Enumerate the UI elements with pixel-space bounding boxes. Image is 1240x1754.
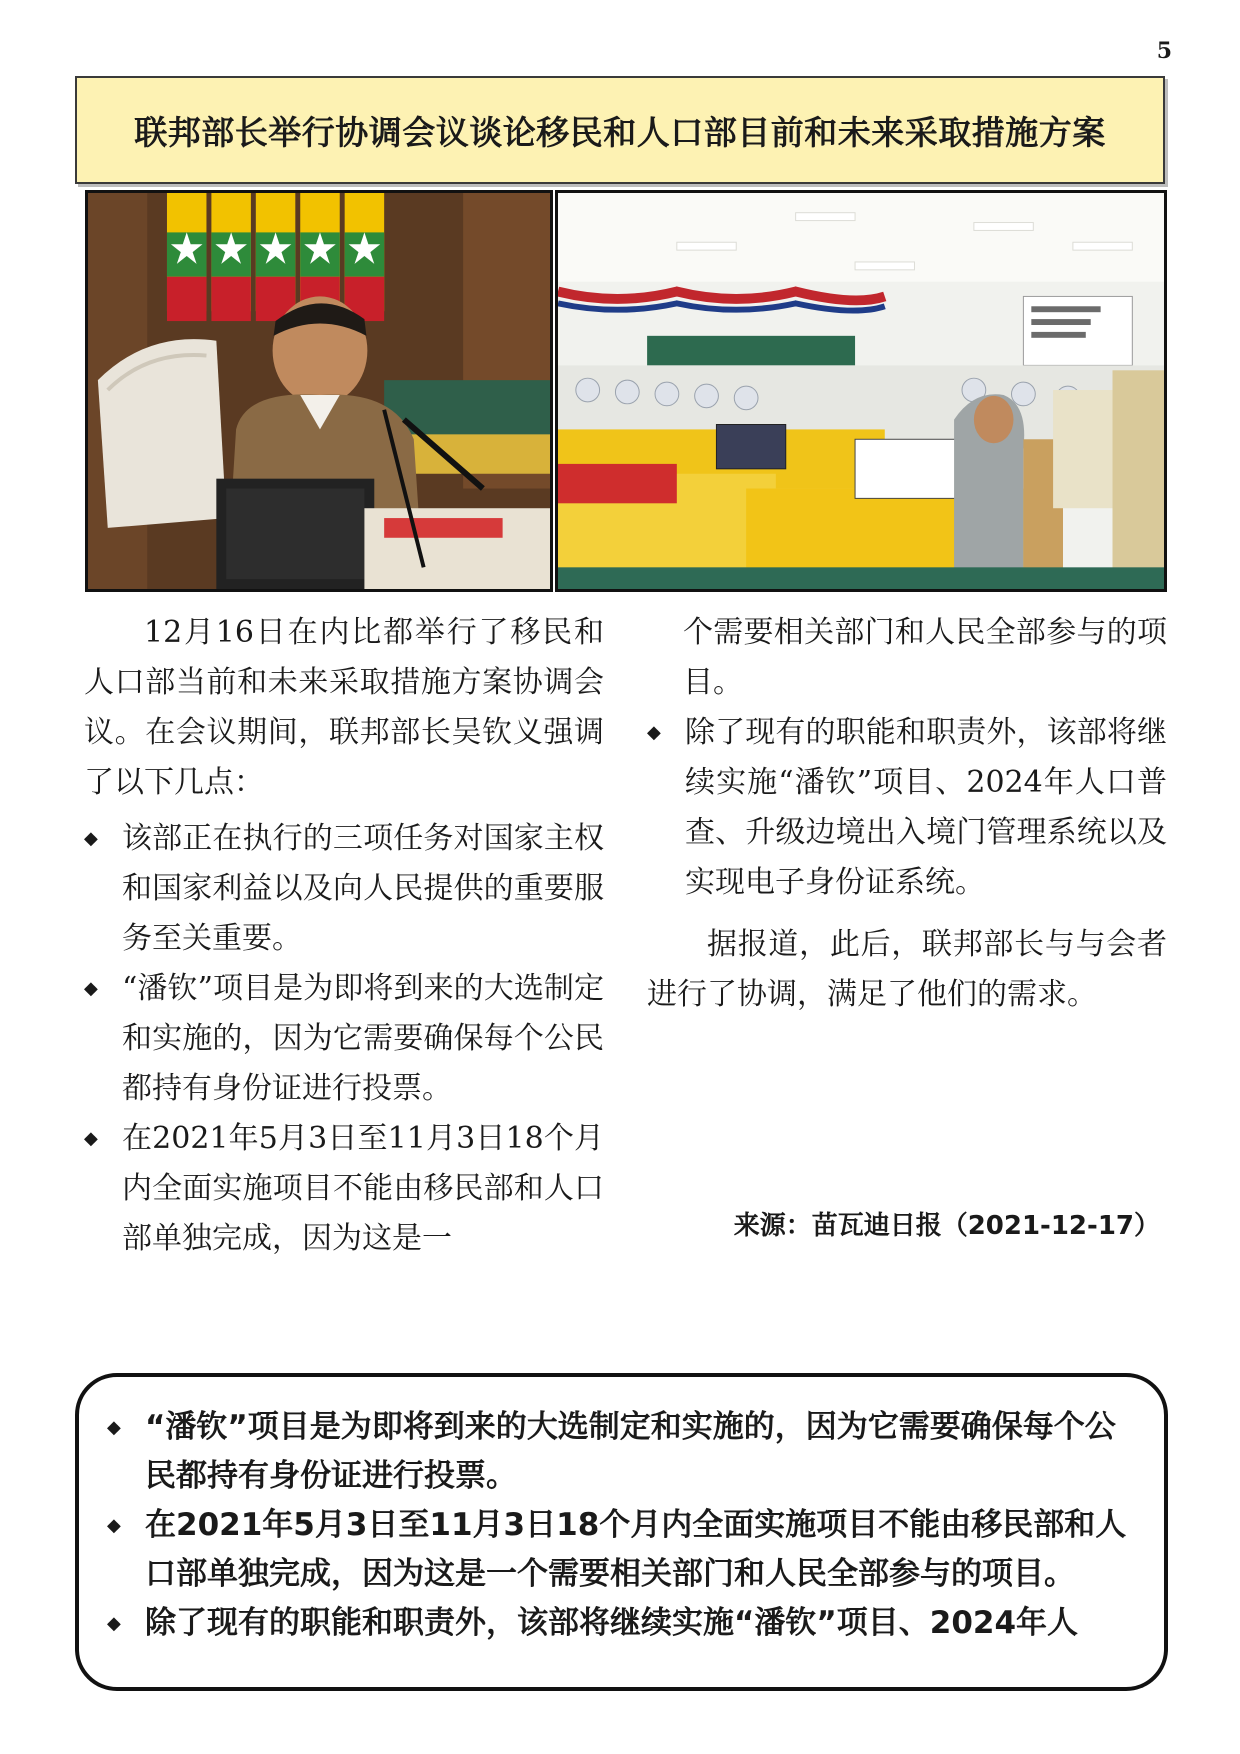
bullet-text: 在2021年5月3日至11月3日18个月内全面实施项目不能由移民部和人口部单独完成，因为这是一 <box>122 1121 604 1256</box>
flags-group <box>167 193 384 321</box>
bullet-text: 该部正在执行的三项任务对国家主权和国家利益以及向人民提供的重要服务至关重要。 <box>122 821 604 956</box>
list-item <box>84 814 604 964</box>
list-item <box>84 1114 604 1264</box>
diamond-bullet-icon: ◆ <box>84 828 98 849</box>
article-bullets-left <box>84 814 604 1264</box>
summary-item <box>105 1599 1142 1648</box>
diamond-bullet-icon: ◆ <box>107 1515 121 1536</box>
summary-text: 除了现有的职能和职责外，该部将继续实施“潘钦”项目、2024年人 <box>145 1605 1079 1641</box>
summary-item <box>105 1403 1142 1501</box>
summary-box <box>75 1373 1168 1691</box>
diamond-bullet-icon: ◆ <box>107 1417 121 1438</box>
summary-list <box>105 1403 1142 1648</box>
photo-meeting-room <box>555 190 1167 592</box>
list-item <box>647 708 1167 908</box>
article-source: 来源：苗瓦迪日报（2021-12-17） <box>733 1211 1160 1241</box>
diamond-bullet-icon: ◆ <box>84 1128 98 1149</box>
meeting-room-photo-illustration <box>558 193 1164 589</box>
article-closing: 据报道，此后，联邦部长与与会者进行了协调，满足了他们的需求。 <box>647 927 1167 1012</box>
article-title-banner <box>75 76 1165 184</box>
summary-text: “潘钦”项目是为即将到来的大选制定和实施的，因为它需要确保每个公民都持有身份证进行投票。 <box>145 1409 1116 1494</box>
bullet-text: “潘钦”项目是为即将到来的大选制定和实施的，因为它需要确保每个公民都持有身份证进行投票。 <box>122 971 604 1106</box>
photo-minister <box>85 190 553 592</box>
article-column-left <box>84 608 604 1264</box>
diamond-bullet-icon: ◆ <box>647 722 661 743</box>
summary-item <box>105 1501 1142 1599</box>
minister-photo-illustration <box>88 193 550 589</box>
list-item <box>84 964 604 1114</box>
article-title: 联邦部长举行协调会议谈论移民和人口部目前和未来采取措施方案 <box>134 112 1106 152</box>
article-bullets-right <box>647 708 1167 908</box>
summary-text: 在2021年5月3日至11月3日18个月内全面实施项目不能由移民部和人口部单独完成，因为这是一个需要相关部门和人民全部参与的项目。 <box>145 1507 1127 1592</box>
bullet-continuation: 个需要相关部门和人民全部参与的项目。 <box>683 615 1167 700</box>
article-column-right <box>647 608 1167 1020</box>
diamond-bullet-icon: ◆ <box>107 1613 121 1634</box>
article-intro: 12月16日在内比都举行了移民和人口部当前和未来采取措施方案协调会议。在会议期间，联邦部长吴钦义强调了以下几点： <box>84 615 604 800</box>
diamond-bullet-icon: ◆ <box>84 978 98 999</box>
page-number: 5 <box>1156 38 1172 64</box>
bullet-text: 除了现有的职能和职责外，该部将继续实施“潘钦”项目、2024年人口普查、升级边境出入境门管理系统以及实现电子身份证系统。 <box>685 715 1167 900</box>
